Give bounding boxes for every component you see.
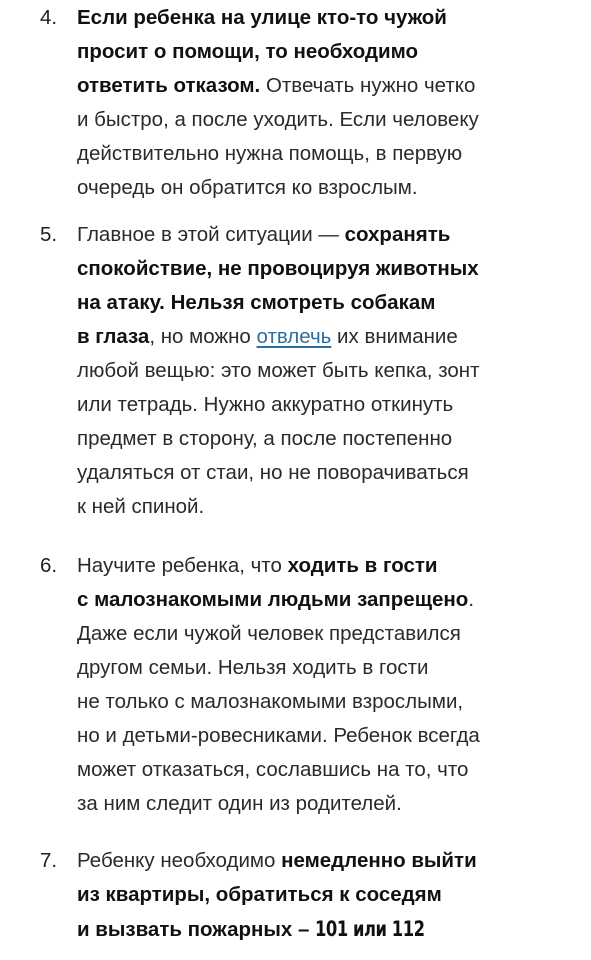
- bold-text: ходить в гости: [287, 554, 438, 577]
- plain-text: .: [468, 588, 475, 611]
- bold-text: в глаза: [77, 325, 150, 348]
- plain-text: не только с малознакомыми взрослыми,: [77, 690, 464, 713]
- bold-text: ответить отказом.: [77, 74, 261, 97]
- distract-link[interactable]: отвлечь: [256, 325, 332, 348]
- bold-text: и вызвать пожарных: [77, 918, 293, 941]
- text-line: [77, 1, 447, 36]
- text-line: [77, 286, 435, 321]
- plain-text: но и детьми-ровесниками. Ребенок всегда: [77, 724, 480, 747]
- text-line: [77, 171, 418, 206]
- text-line: [77, 137, 462, 172]
- text-line: [77, 388, 453, 423]
- plain-text: удаляться от стаи, но не поворачиваться: [77, 461, 469, 484]
- text-line: [77, 912, 456, 947]
- plain-text: , но можно: [149, 325, 257, 348]
- text-line: [77, 844, 477, 879]
- item-number: 7.: [40, 849, 58, 872]
- text-line: [77, 651, 428, 686]
- text-line: [77, 69, 475, 104]
- text-line: [77, 719, 480, 754]
- bold-text: спокойствие, не провоцируя животных: [77, 257, 479, 280]
- text-line: [77, 490, 204, 525]
- bold-text: немедленно выйти: [281, 849, 477, 872]
- plain-text: или тетрадь. Нужно аккуратно откинуть: [77, 393, 454, 416]
- plain-text: Научите ребенка, что: [77, 554, 288, 577]
- plain-text: к ней спиной.: [77, 495, 205, 518]
- text-line: [77, 252, 479, 287]
- plain-text: любой вещью: это может быть кепка, зонт: [77, 359, 480, 382]
- plain-text: и быстро, а после уходить. Если человеку: [77, 108, 479, 131]
- plain-text: их внимание: [331, 325, 458, 348]
- text-line: [77, 35, 418, 70]
- dash: –: [292, 918, 316, 941]
- text-line: [77, 787, 402, 822]
- text-line: [77, 422, 452, 457]
- text-line: [77, 218, 450, 253]
- plain-text: действительно нужна помощь, в первую: [77, 142, 463, 165]
- text-line: [77, 753, 468, 788]
- text-line: [77, 354, 479, 389]
- item-number: 4.: [40, 6, 58, 29]
- text-line: [77, 878, 442, 913]
- bold-text: просит о помощи, то необходимо: [77, 40, 419, 63]
- plain-text: за ним следит один из родителей.: [77, 792, 402, 815]
- text-line: [77, 456, 469, 491]
- text-line: [77, 685, 463, 720]
- bold-text: на атаку. Нельзя смотреть собакам: [77, 291, 436, 314]
- text-line: [77, 320, 458, 355]
- item-number: 5.: [40, 223, 58, 246]
- item-number: 6.: [40, 554, 58, 577]
- plain-text: Главное в этой ситуации —: [77, 223, 345, 246]
- plain-text: может отказаться, сославшись на то, что: [77, 758, 469, 781]
- plain-text: другом семьи. Нельзя ходить в гости: [77, 656, 429, 679]
- bold-text: Если ребенка на улице кто-то чужой: [77, 6, 447, 29]
- bold-text: сохранять: [344, 223, 451, 246]
- plain-text: Ребенку необходимо: [77, 849, 282, 872]
- bold-text: с малознакомыми людьми запрещено: [77, 588, 469, 611]
- text-line: [77, 617, 461, 652]
- text-line: [77, 583, 474, 618]
- plain-text: Даже если чужой человек представился: [77, 622, 461, 645]
- plain-text: предмет в сторону, а после постепенно: [77, 427, 453, 450]
- plain-text: Отвечать нужно четко: [260, 74, 476, 97]
- text-line: [77, 103, 479, 138]
- plain-text: очередь он обратится ко взрослым.: [77, 176, 418, 199]
- text-line: [77, 549, 438, 584]
- bold-text: из квартиры, обратиться к соседям: [77, 883, 442, 906]
- emergency-numbers: 101 или 112: [315, 917, 425, 941]
